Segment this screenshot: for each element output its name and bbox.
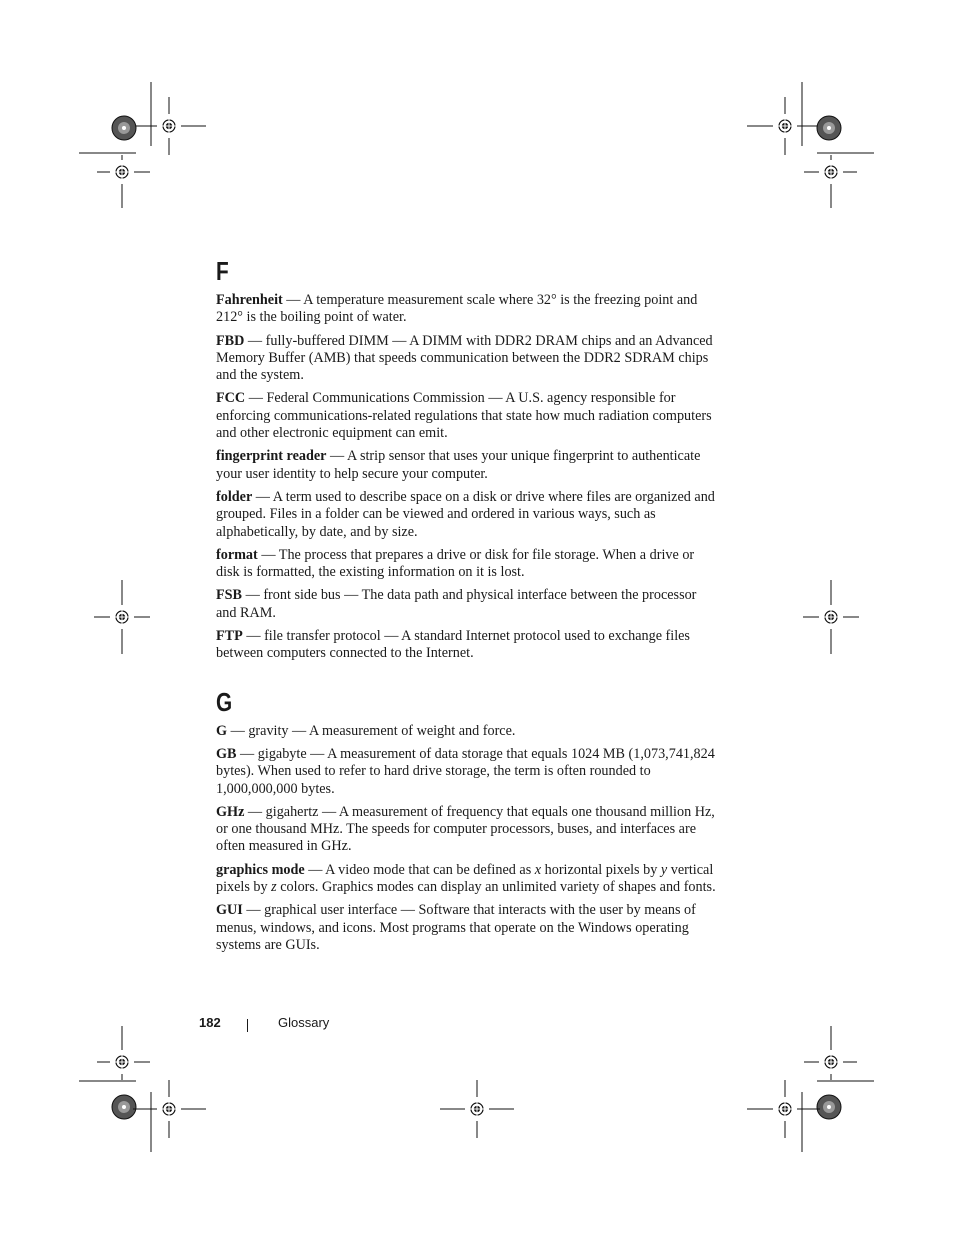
glossary-entry xyxy=(216,902,716,954)
entry-term: fingerprint reader xyxy=(216,448,327,465)
entry-definition: — A video mode that can be defined as x horizontal pixels by y vertical pixels by z colors. Graphics modes can display an unlimited variety of shapes and fonts. xyxy=(216,861,716,896)
entry-definition: — The process that prepares a drive or disk for file storage. When a drive or disk is formatted, the existing information on it is lost. xyxy=(216,546,695,581)
glossary-entry xyxy=(216,804,716,856)
entry-term: format xyxy=(216,546,258,563)
entry-term: graphics mode xyxy=(216,861,305,878)
section-heading: G xyxy=(216,686,233,717)
glossary-entry xyxy=(216,390,716,442)
entry-term: GHz xyxy=(216,803,245,820)
entry-term: GB xyxy=(216,745,237,762)
entry-definition: — graphical user interface — Software that interacts with the user by means of menus, windows, and icons. Most programs that operate on the Windows operating systems are GUIs. xyxy=(216,902,696,953)
entry-definition: — Federal Communications Commission — A U.S. agency responsible for enforcing communications-related regulations that state how much radiation computers and other electronic equipment can emit. xyxy=(216,390,712,442)
entry-term: FCC xyxy=(216,390,246,407)
glossary-entry xyxy=(216,628,716,663)
glossary-entry xyxy=(216,746,716,798)
entry-term: GUI xyxy=(216,902,243,919)
glossary-entry xyxy=(216,723,716,740)
page-number: 182 xyxy=(199,1015,221,1030)
entry-definition: — fully-buffered DIMM — A DIMM with DDR2 DRAM chips and an Advanced Memory Buffer (AMB) that speeds communication between the DDR2 SDRAM chips and the system. xyxy=(216,332,713,384)
entry-term: FBD xyxy=(216,332,245,349)
glossary-entry xyxy=(216,489,716,541)
glossary-entry xyxy=(216,333,716,385)
entry-term: FSB xyxy=(216,587,243,604)
entry-definition: — front side bus — The data path and physical interface between the processor and RAM. xyxy=(216,587,697,621)
glossary-entry xyxy=(216,587,716,622)
entry-term: FTP xyxy=(216,628,243,645)
glossary-content xyxy=(216,256,716,960)
entry-term: Fahrenheit xyxy=(216,292,283,308)
entry-definition: — A term used to describe space on a disk or drive where files are organized and grouped. Files in a folder can be viewed and ordered in various ways, such as alphabetically, by date, and by size. xyxy=(216,488,715,540)
entry-definition: — gravity — A measurement of weight and force. xyxy=(227,722,516,739)
entry-definition: — gigabyte — A measurement of data storage that equals 1024 MB (1,073,741,824 bytes). When used to refer to hard drive storage, the term is often rounded to 1,000,000,000 bytes. xyxy=(216,745,715,797)
entry-definition: — A strip sensor that uses your unique fingerprint to authenticate your user identity to help secure your computer. xyxy=(216,448,701,482)
entry-term: G xyxy=(216,722,228,739)
footer-separator xyxy=(247,1019,248,1032)
glossary-entry xyxy=(216,448,716,483)
section-g xyxy=(216,687,716,955)
glossary-entry xyxy=(216,547,716,582)
entry-term: folder xyxy=(216,488,253,505)
section-heading: F xyxy=(216,256,229,286)
glossary-entry xyxy=(216,862,716,897)
footer-section-label: Glossary xyxy=(278,1015,330,1030)
entry-definition: — gigahertz — A measurement of frequency that equals one thousand million Hz, or one thousand MHz. The speeds for computer processors, buses, and interfaces are often measured in GHz. xyxy=(216,803,715,855)
entry-definition: — A temperature measurement scale where 32° is the freezing point and 212° is the boiling point of water. xyxy=(216,292,698,326)
entry-definition: — file transfer protocol — A standard Internet protocol used to exchange files between computers connected to the Internet. xyxy=(216,628,690,662)
glossary-entry xyxy=(216,292,716,327)
section-f xyxy=(216,256,716,663)
